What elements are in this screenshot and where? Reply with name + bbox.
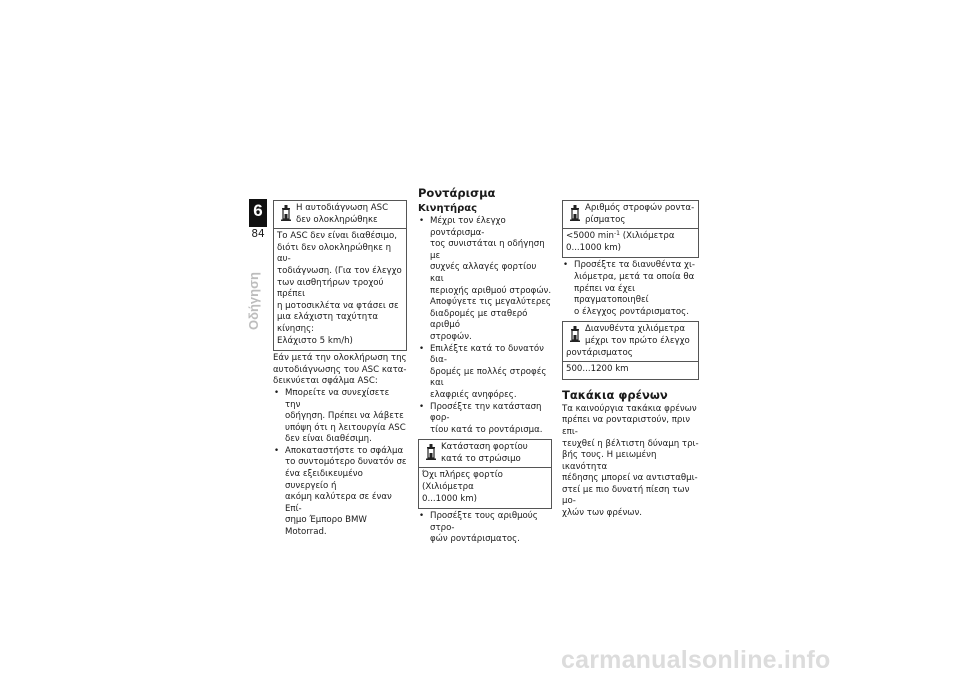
info-box-distance xyxy=(562,321,699,379)
info-box-title-line: Κατάσταση φορτίου xyxy=(441,442,528,453)
text-line: πρέπει να ρονταριστούν, πριν επι- xyxy=(562,415,691,437)
page-number: 84 xyxy=(251,228,265,240)
info-box-title-line: Η αυτοδιάγνωση ASC xyxy=(296,203,389,213)
km-label: (Χιλιόμετρα xyxy=(620,231,675,242)
text-line: λιόμετρα, μετά τα οποία θα xyxy=(574,271,695,282)
info-box-text-line xyxy=(566,231,695,243)
column-3 xyxy=(562,200,699,520)
text-line: το συντομότερο δυνατόν σε xyxy=(285,457,407,468)
text-line: Αποφύγετε τις μεγαλύτερες xyxy=(430,297,551,308)
info-box-title-line: Διανυθέντα χιλιόμετρα xyxy=(585,324,686,335)
info-box-title-line: κατά το στρώσιμο xyxy=(441,453,521,464)
info-box-title-line: δεν ολοκληρώθηκε xyxy=(296,214,378,225)
list-item xyxy=(562,260,699,318)
info-box-text-line: τοδιάγνωση. (Για τον έλεγχο xyxy=(277,265,402,276)
column-1 xyxy=(273,200,407,539)
list-item xyxy=(418,344,552,402)
text-line: • Μέχρι τον έλεγχο ροντάρισμα- xyxy=(430,216,506,238)
bullet-list xyxy=(562,260,699,318)
text-line: πρέπει να έχει πραγματοποιηθεί xyxy=(574,283,649,306)
text-line: ελαφριές ανηφόρες. xyxy=(430,389,517,400)
section-heading-brake-pads: Τακάκια φρένων xyxy=(562,387,668,402)
text-line: • Επιλέξτε κατά το δυνατόν δια- xyxy=(430,343,544,366)
text-line: δρομές με πολλές στροφές και xyxy=(430,366,547,389)
gauge-indicator-icon xyxy=(569,326,581,344)
list-item xyxy=(273,388,407,446)
rpm-value: <5000 min xyxy=(566,231,615,242)
watermark: carmanualsonline.info xyxy=(561,646,831,674)
text-line: Τα καινούργια τακάκια φρένων xyxy=(562,403,697,414)
info-box-title-line: μέχρι τον πρώτο έλεγχο xyxy=(585,335,690,346)
text-line: Εάν μετά την ολοκλήρωση της xyxy=(273,353,407,364)
text-line: υπόψη ότι η λειτουργία ASC xyxy=(285,422,406,433)
chapter-side-title: Οδήγηση xyxy=(246,272,261,330)
gauge-indicator-icon xyxy=(425,444,437,462)
info-box-title-line: ροντάρισματος xyxy=(566,347,633,358)
section-heading-break-in: Ροντάρισμα xyxy=(418,186,496,200)
chapter-number: 6 xyxy=(253,201,263,220)
text-line: φών ροντάρισματος. xyxy=(430,534,520,545)
info-box-title-line: ρίσματος xyxy=(585,214,626,225)
info-box-text-line: 0...1000 km) xyxy=(566,242,621,253)
info-box-asc-diagnosis xyxy=(273,200,407,351)
bullet-list xyxy=(418,216,552,436)
text-line: περιοχής αριθμού στροφών. xyxy=(430,285,552,296)
list-item xyxy=(418,402,552,437)
info-box-text-line: των αισθητήρων τροχού πρέπει xyxy=(277,277,384,300)
info-box-body xyxy=(563,229,698,257)
text-line: • Προσέξτε τους αριθμούς στρο- xyxy=(430,511,538,533)
text-line: συχνές αλλαγές φορτίου και xyxy=(430,262,537,284)
list-item xyxy=(273,446,407,539)
info-box-text-line: 500...1200 km xyxy=(566,364,629,375)
text-line: αυτοδιάγνωσης του ASC κατα- xyxy=(273,364,407,375)
info-box-text-line: 0...1000 km) xyxy=(422,493,477,504)
paragraph-brake-pads xyxy=(562,404,699,520)
text-line: • Αποκαταστήστε το σφάλμα xyxy=(285,445,404,456)
column-2 xyxy=(418,186,552,546)
info-box-text-line: η μοτοσικλέτα να φτάσει σε xyxy=(277,300,399,311)
text-line: τος συνιστάται η οδήγηση με xyxy=(430,239,545,261)
list-item xyxy=(418,511,552,546)
info-box-header xyxy=(563,201,698,229)
info-box-title-line: Αριθμός στροφών ροντα- xyxy=(585,203,695,213)
info-box-header xyxy=(274,201,406,229)
list-item xyxy=(418,216,552,344)
text-line: ο έλεγχος ροντάρισματος. xyxy=(574,306,689,317)
text-line: τίου κατά το ροντάρισμα. xyxy=(430,424,543,435)
text-line: ακόμη καλύτερα σε έναν Επί- xyxy=(285,492,392,514)
text-line: σημο Έμπορο BMW Motorrad. xyxy=(285,515,367,538)
info-box-text-line: Όχι πλήρες φορτίο (Χιλιόμετρα xyxy=(422,470,503,493)
paragraph-asc-error xyxy=(273,353,407,388)
text-line: δεν είναι διαθέσιμη. xyxy=(285,434,372,445)
text-line: διαδρομές με σταθερό αριθμό xyxy=(430,308,528,331)
gauge-indicator-icon xyxy=(280,205,292,223)
text-line: βής τους. Η μειωμένη ικανότητα xyxy=(562,450,657,472)
text-line: στεί με πιο δυνατή πίεση των μο- xyxy=(562,484,690,507)
info-box-body xyxy=(274,229,406,350)
text-line: ένα εξειδικευμένο συνεργείο ή xyxy=(285,469,363,491)
text-line: • Προσέξτε τα διανυθέντα χι- xyxy=(574,260,696,271)
info-box-header xyxy=(419,440,551,468)
text-line: οδήγηση. Πρέπει να λάβετε xyxy=(285,411,404,422)
info-box-body xyxy=(563,362,698,379)
info-box-header xyxy=(563,322,698,362)
info-box-text-line: Ελάχιστο 5 km/h) xyxy=(277,335,353,346)
bullet-list xyxy=(273,388,407,539)
info-box-body xyxy=(419,468,551,508)
info-box-text-line: μια ελάχιστη ταχύτητα κίνησης: xyxy=(277,312,379,334)
info-box-break-in-rpm xyxy=(562,200,699,258)
text-line: δεικνύεται σφάλμα ASC: xyxy=(273,376,378,387)
subsection-heading-engine: Κινητήρας xyxy=(418,203,478,214)
text-line: • Μπορείτε να συνεχίσετε την xyxy=(285,387,390,410)
info-box-load-state xyxy=(418,439,552,509)
bullet-list xyxy=(418,511,552,546)
chapter-tab xyxy=(249,199,267,227)
text-line: τευχθεί η βέλτιστη δύναμη τρι- xyxy=(562,438,699,449)
rpm-exponent: -1 xyxy=(614,230,620,238)
text-line: πέδησης μπορεί να αντισταθμι- xyxy=(562,473,698,484)
text-line: χλών των φρένων. xyxy=(562,508,642,519)
text-line: • Προσέξτε την κατάσταση φορ- xyxy=(430,401,542,424)
gauge-indicator-icon xyxy=(569,205,581,223)
info-box-text-line: διότι δεν ολοκληρώθηκε η αυ- xyxy=(277,242,392,265)
info-box-text-line: Το ASC δεν είναι διαθέσιμο, xyxy=(277,231,397,242)
text-line: στροφών. xyxy=(430,331,472,342)
